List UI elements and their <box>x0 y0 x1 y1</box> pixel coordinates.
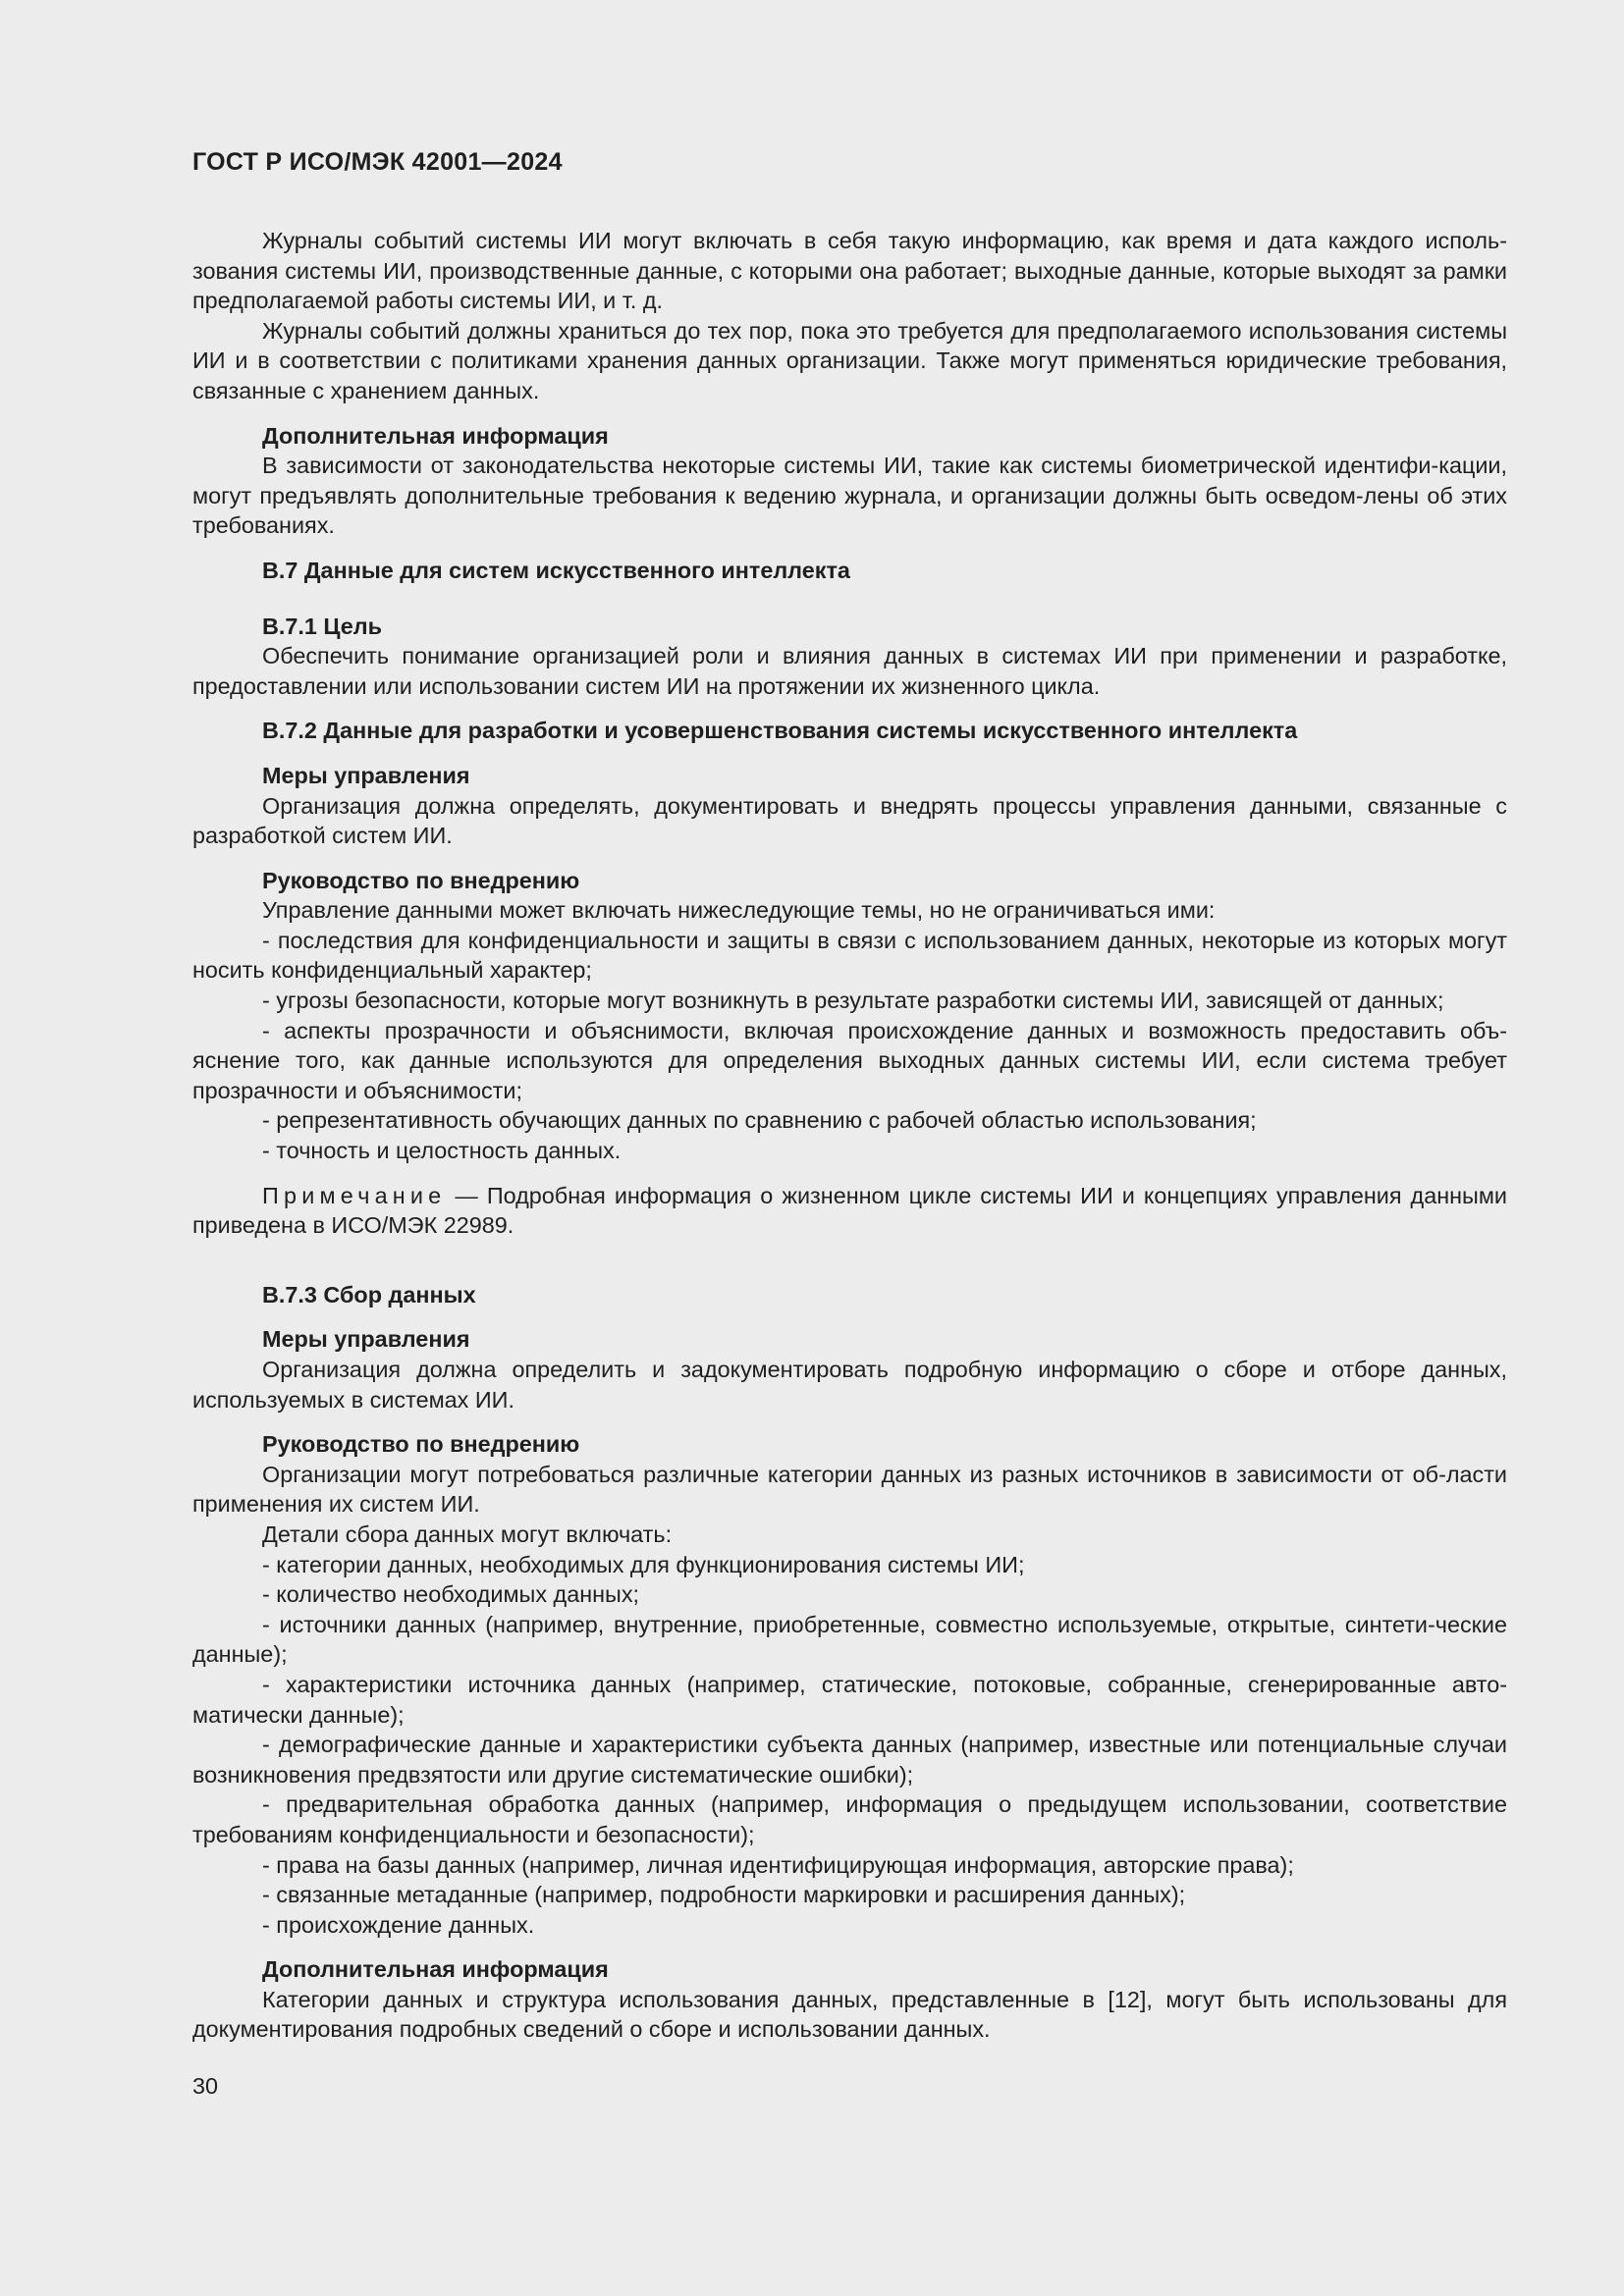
paragraph: Обеспечить понимание организацией роли и влияния данных в системах ИИ при применении и разработке, предоставлении или использовании систем ИИ на протяжении их жизненного цикла. <box>192 643 1507 699</box>
list-item: - точность и целостность данных. <box>262 1138 622 1164</box>
paragraph: Организации могут потребоваться различные категории данных из разных источников в зависимости от об-ласти применения их систем ИИ. <box>192 1461 1507 1518</box>
list-item: - количество необходимых данных; <box>262 1581 640 1608</box>
note-label: Примечание <box>262 1182 447 1208</box>
subheading-controls: Меры управления <box>262 762 470 788</box>
paragraph: Категории данных и структура использования данных, представленные в [12], могут быть использованы для документирования подробных сведений о сборе и использовании данных. <box>192 1986 1507 2043</box>
list-item: - источники данных (например, внутренние, приобретенные, совместно используемые, открытые, синтети-ческие данные); <box>192 1611 1507 1668</box>
subheading-controls: Меры управления <box>262 1326 470 1353</box>
paragraph: Организация должна определить и задокументировать подробную информацию о сборе и отборе данных, используемых в системах ИИ. <box>192 1357 1507 1413</box>
list-item: - угрозы безопасности, которые могут возникнуть в результате разработки системы ИИ, зависящей от данных; <box>262 988 1444 1014</box>
paragraph: Организация должна определять, документировать и внедрять процессы управления данными, связанные с разработкой систем ИИ. <box>192 792 1507 849</box>
subheading-additional-info: Дополнительная информация <box>262 422 609 449</box>
paragraph: В зависимости от законодательства некоторые системы ИИ, такие как системы биометрической идентифи-кации, могут предъявлять дополнительные требования к ведению журнала, и организации должны быть осведом-лены об этих требованиях. <box>192 453 1507 539</box>
list-item: - происхождение данных. <box>262 1911 535 1938</box>
section-heading-b72: B.7.2 Данные для разработки и усовершенствования системы искусственного интеллекта <box>262 718 1298 744</box>
document-header: ГОСТ Р ИСО/МЭК 42001—2024 <box>192 148 563 176</box>
list-item: - связанные метаданные (например, подробности маркировки и расширения данных); <box>262 1882 1186 1908</box>
note-text: — Подробная информация о жизненном цикле системы ИИ и концепциях управления данными приведена в ИСО/МЭК 22989. <box>192 1182 1507 1239</box>
section-heading-b73: B.7.3 Сбор данных <box>262 1281 476 1308</box>
paragraph: Журналы событий должны храниться до тех пор, пока это требуется для предполагаемого использования системы ИИ и в соответствии с политиками хранения данных организации. Также могут применяться юридические требования, связанные с хранением данных. <box>192 317 1507 403</box>
page-number: 30 <box>192 2073 219 2099</box>
paragraph: Журналы событий системы ИИ могут включать в себя такую информацию, как время и дата каждого исполь-зования системы ИИ, производственные данные, с которыми она работает; выходные данные, которые выходят за рамки предполагаемой работы системы ИИ, и т. д. <box>192 228 1507 314</box>
document-body <box>192 226 1507 2045</box>
section-heading-b7: B.7 Данные для систем искусственного интеллекта <box>262 557 850 583</box>
list-item: - аспекты прозрачности и объяснимости, включая происхождение данных и возможность предоставить объ-яснение того, как данные используются для определения выходных данных системы ИИ, если система требует прозрачности и объяснимости; <box>192 1017 1507 1103</box>
list-item: - предварительная обработка данных (например, информация о предыдущем использовании, соответствие требованиям конфиденциальности и безопасности); <box>192 1791 1507 1847</box>
subheading-additional-info: Дополнительная информация <box>262 1956 609 1983</box>
subheading-guidance: Руководство по внедрению <box>262 867 580 893</box>
list-item: - характеристики источника данных (например, статические, потоковые, собранные, сгенерированные авто-матически данные); <box>192 1671 1507 1728</box>
list-item: - демографические данные и характеристики субъекта данных (например, известные или потенциальные случаи возникновения предвзятости или другие систематические ошибки); <box>192 1732 1507 1788</box>
list-item: - категории данных, необходимых для функционирования системы ИИ; <box>262 1551 1025 1577</box>
subheading-guidance: Руководство по внедрению <box>262 1431 580 1458</box>
paragraph: Детали сбора данных могут включать: <box>262 1521 673 1547</box>
paragraph: Управление данными может включать нижеследующие темы, но не ограничиваться ими: <box>262 897 1216 924</box>
note <box>192 1181 1507 1241</box>
list-item: - репрезентативность обучающих данных по сравнению с рабочей областью использования; <box>262 1107 1257 1134</box>
section-heading-b71: B.7.1 Цель <box>262 613 383 639</box>
list-item: - последствия для конфиденциальности и защиты в связи с использованием данных, некоторые из которых могут носить конфиденциальный характер; <box>192 927 1507 984</box>
list-item: - права на базы данных (например, личная идентифицирующая информация, авторские права); <box>262 1851 1294 1878</box>
